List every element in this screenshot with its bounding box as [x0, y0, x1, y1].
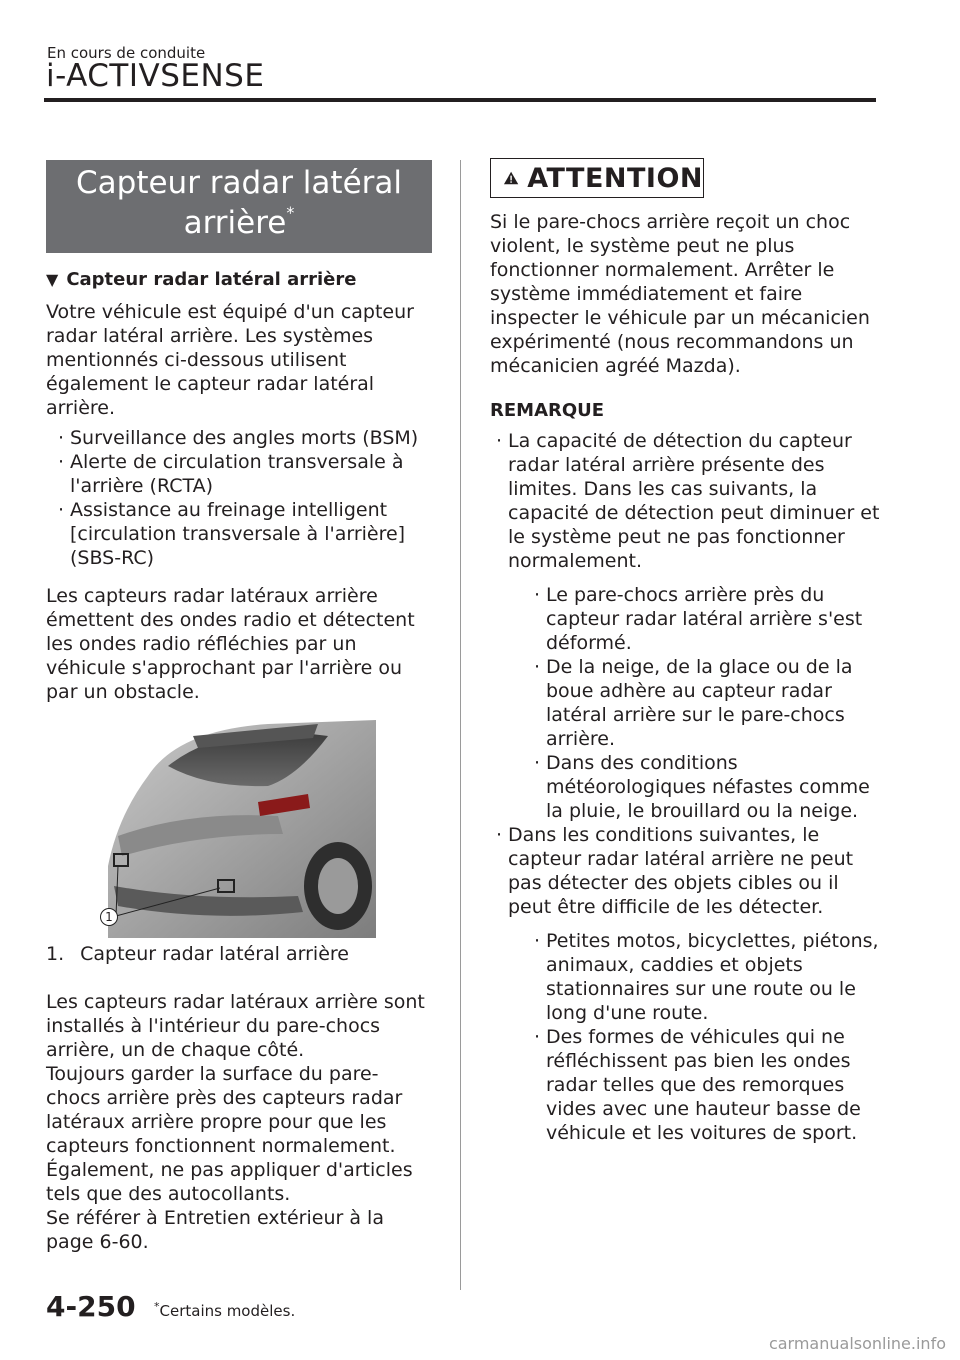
callout-number: 1: [100, 908, 118, 926]
attention-text: Si le pare-chocs arrière reçoit un choc violent, le système peut ne plus fonctionner normalement. Arrêter le système immédiatement et faire inspecter le véhicule par un mécanicien expérimenté (nous recommandons un mécanicien agréé Mazda).: [490, 211, 870, 377]
systems-list: [52, 426, 432, 570]
section-title-box: [46, 160, 432, 253]
subheading-text: Capteur radar latéral arrière: [66, 269, 357, 290]
installation-paragraph: Les capteurs radar latéraux arrière sont installés à l'intérieur du pare-chocs arrière, un de chaque côté.: [46, 991, 425, 1061]
chapter-title: i-ACTIVSENSE: [46, 58, 265, 94]
bullet-icon: ·: [58, 427, 65, 449]
bullet-icon: ·: [58, 499, 65, 521]
list-item-text: Le pare-chocs arrière près du capteur radar latéral arrière s'est déformé.: [546, 584, 863, 654]
title-line-2: [52, 203, 426, 243]
page-number: 4-250: [46, 1290, 136, 1323]
figure-caption: [46, 942, 432, 966]
title-line-2-text: arrière: [183, 205, 287, 241]
list-item: [528, 751, 880, 823]
left-column: [46, 160, 432, 1254]
caption-text: Capteur radar latéral arrière: [80, 943, 349, 965]
list-item-text: Dans les conditions suivantes, le capteur radar latéral arrière ne peut pas détecter des objets cibles ou il peut être difficile de les détecter.: [508, 824, 854, 918]
warning-triangle-icon: [503, 163, 519, 193]
intro-paragraph: Votre véhicule est équipé d'un capteur radar latéral arrière. Les systèmes mentionnés ci-dessous utilisent également le capteur radar latéral arrière.: [46, 301, 414, 419]
list-item: [528, 583, 880, 655]
radar-description-paragraph: Les capteurs radar latéraux arrière émettent des ondes radio et détectent les ondes radio réfléchies par un véhicule s'approchant par l'arrière ou par un obstacle.: [46, 585, 415, 703]
section-label: En cours de conduite: [47, 44, 206, 62]
bullet-icon: ·: [534, 930, 541, 952]
triangle-down-icon: ▼: [46, 270, 59, 289]
list-item: [490, 823, 880, 1145]
bullet-icon: ·: [496, 430, 503, 452]
caption-number: 1.: [46, 943, 65, 965]
rear-car-illustration: [108, 716, 378, 938]
rear-car-figure: [105, 716, 378, 938]
bullet-icon: ·: [496, 824, 503, 846]
attention-label: ATTENTION: [527, 162, 703, 194]
watermark: carmanualsonline.info: [768, 1334, 946, 1353]
remarque-list: [490, 429, 880, 1145]
remarque-heading: REMARQUE: [490, 400, 605, 421]
attention-box: [490, 158, 704, 198]
list-item-text: Alerte de circulation transversale à l'arrière (RCTA): [70, 451, 404, 497]
list-item-text: De la neige, de la glace ou de la boue adhère au capteur radar latéral arrière sur le pare-chocs arrière.: [546, 656, 853, 750]
title-line-1: Capteur radar latéral: [76, 165, 402, 201]
sub-list: [528, 929, 880, 1145]
list-item: [528, 655, 880, 751]
column-divider: [460, 160, 461, 1290]
list-item-text: Petites motos, bicyclettes, piétons, animaux, caddies et objets stationnaires sur une route ou le long d'une route.: [546, 930, 879, 1024]
footnote-text: Certains modèles.: [159, 1302, 296, 1320]
rim-shape: [318, 858, 358, 914]
title-star: *: [286, 203, 295, 222]
list-item-text: Des formes de véhicules qui ne réfléchissent pas bien les ondes radar telles que des remorques vides avec une hauteur basse de véhicule et les voitures de sport.: [546, 1026, 861, 1144]
list-item: [52, 450, 432, 498]
footnote: [154, 1300, 295, 1320]
list-item: [52, 498, 432, 570]
cleaning-paragraph: Toujours garder la surface du pare-chocs arrière près des capteurs radar latéraux arrière propre pour que les capteurs fonctionnent normalement. Également, ne pas appliquer d'articles tels que des autocollants.: [46, 1063, 413, 1205]
list-item: [490, 429, 880, 823]
bullet-icon: ·: [534, 656, 541, 678]
bullet-icon: ·: [58, 451, 65, 473]
bullet-icon: ·: [534, 752, 541, 774]
list-item: [528, 1025, 880, 1145]
reference-paragraph: Se référer à Entretien extérieur à la page 6-60.: [46, 1207, 384, 1253]
right-column: [490, 158, 880, 1145]
header-rule: [44, 98, 876, 102]
list-item-text: La capacité de détection du capteur radar latéral arrière présente des limites. Dans les cas suivants, la capacité de détection peut diminuer et le système peut ne pas fonctionner normalement.: [508, 430, 880, 572]
sub-list: [528, 583, 880, 823]
footnote-star: *: [154, 1300, 160, 1313]
list-item-text: Dans des conditions météorologiques néfastes comme la pluie, le brouillard ou la neige.: [546, 752, 870, 822]
list-item: [52, 426, 432, 450]
bullet-icon: ·: [534, 584, 541, 606]
list-item-text: Assistance au freinage intelligent [circulation transversale à l'arrière] (SBS-RC): [70, 499, 406, 569]
bullet-icon: ·: [534, 1026, 541, 1048]
list-item-text: Surveillance des angles morts (BSM): [70, 427, 419, 449]
subheading: [46, 269, 432, 290]
list-item: [528, 929, 880, 1025]
